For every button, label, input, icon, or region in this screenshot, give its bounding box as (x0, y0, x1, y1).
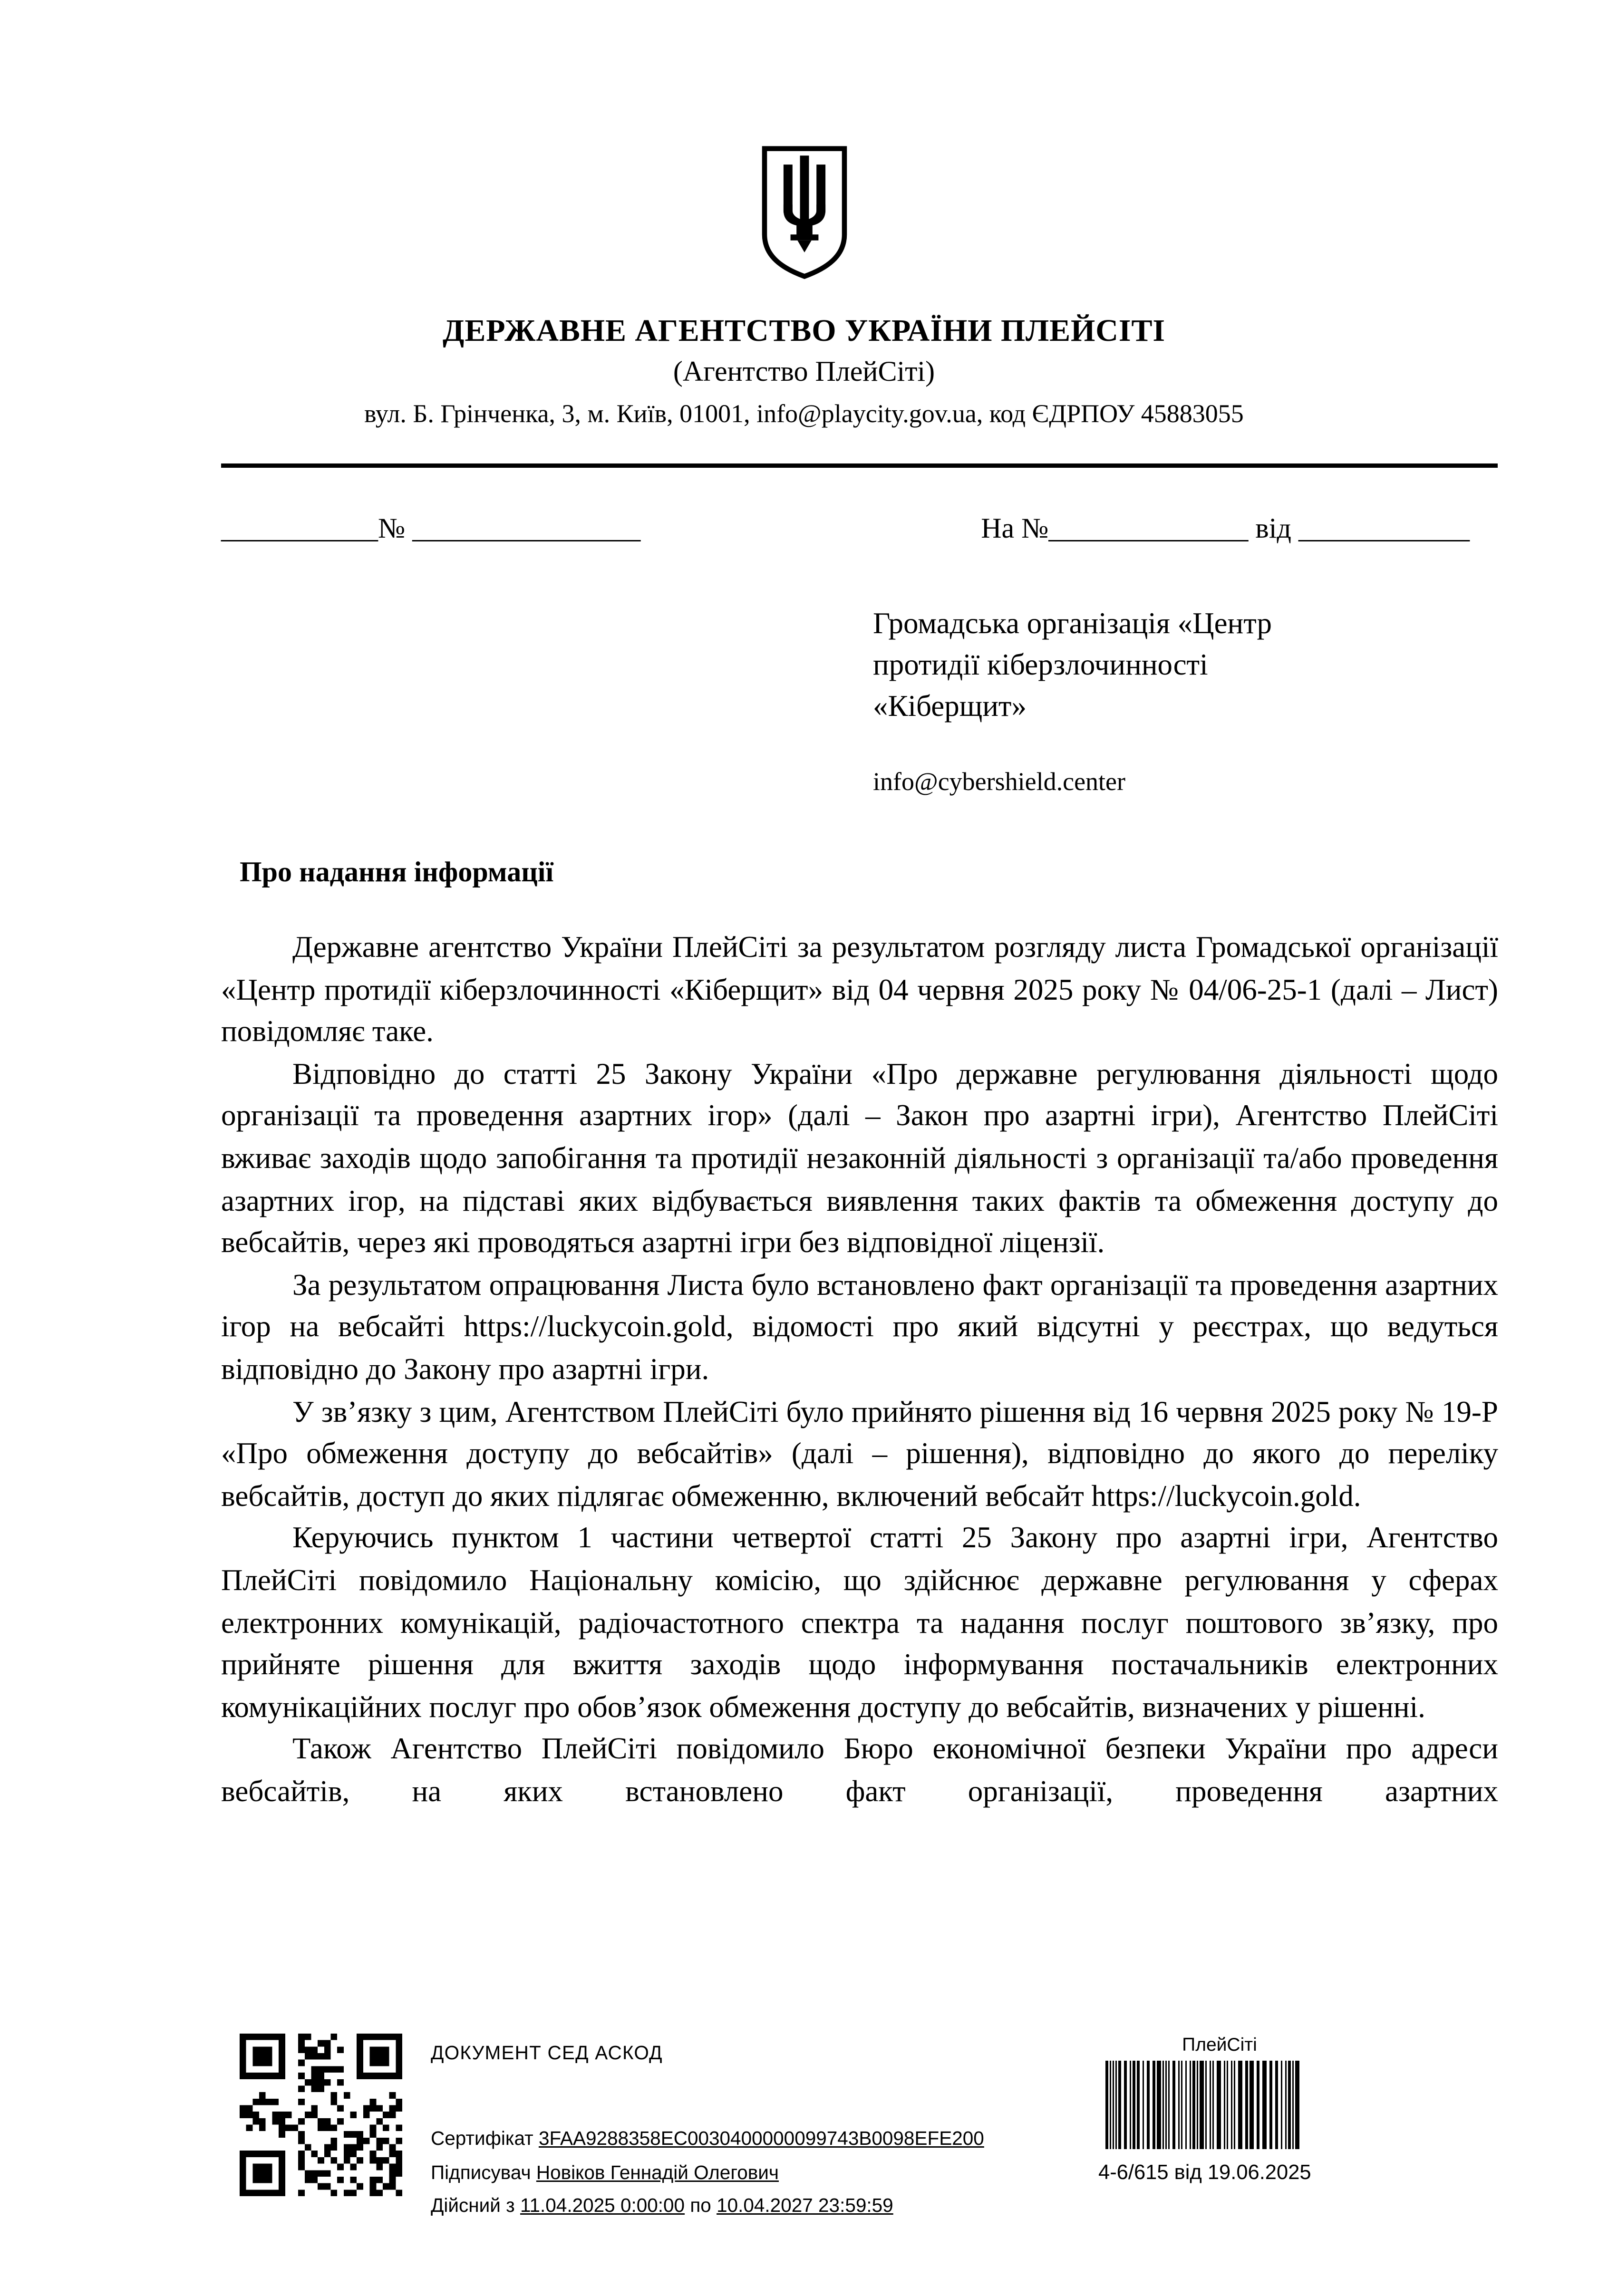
certificate-value: 3FAA9288358EC0030400000099743B0098EFE200 (538, 2128, 984, 2149)
agency-name: ДЕРЖАВНЕ АГЕНТСТВО УКРАЇНИ ПЛЕЙСІТІ (443, 312, 1165, 348)
reference-line (221, 513, 1498, 546)
recipient-email: info@cybershield.center (873, 767, 1126, 796)
sed-system-label: ДОКУМЕНТ СЕД АСКОД (431, 2042, 663, 2064)
body-paragraph: Також Агентство ПлейСіті повідомило Бюро економічної безпеки України про адреси вебсайтів, на яких встановлено факт організації, проведення азартних (221, 1731, 1498, 1808)
letterhead (0, 0, 1608, 429)
document-number: 4-6/615 від 19.06.2025 (1098, 2162, 1311, 2185)
agency-short-name: (Агентство ПлейСіті) (673, 357, 935, 388)
signer-line: Підписувач Новіков Геннадій Олегович (431, 2161, 779, 2183)
barcode-label: ПлейСіті (1182, 2034, 1257, 2055)
signer-name: Новіков Геннадій Олегович (536, 2161, 779, 2183)
body-paragraph: За результатом опрацювання Листа було встановлено факт організації та проведення азартних ігор на вебсайті https://luckycoin.gold, відомості про який відсутні у реєстрах, що ведуться відповідно до Закону про азартні ігри. (221, 1267, 1498, 1386)
body-paragraph: Державне агентство України ПлейСіті за результатом розгляду листа Громадської організації «Центр протидії кіберзлочинності «Кіберщит» від 04 червня 2025 року № 04/06-25-1 (далі – Лист) повідомляє таке. (221, 930, 1498, 1049)
valid-to-date: 10.04.2027 23:59:59 (717, 2195, 893, 2216)
barcode (1105, 2061, 1334, 2149)
certificate-line: Сертифікат 3FAA9288358EC0030400000099743B0098EFE200 (431, 2128, 984, 2149)
recipient-line: «Кіберщит» (873, 689, 1027, 723)
subject-line: Про надання інформації (240, 857, 554, 888)
signature-info (431, 2042, 984, 2223)
valid-from-date: 11.04.2025 0:00:00 (520, 2195, 685, 2216)
header-separator (221, 463, 1498, 468)
letter-content (221, 513, 1498, 1813)
body-paragraph: У зв’язку з цим, Агентством ПлейСіті було прийнято рішення від 16 червня 2025 року № 19-Р «Про обмеження доступу до вебсайтів» (далі – рішення), відповідно до якого до переліку вебсайтів, доступ до яких підлягає обмеженню, включений вебсайт https://luckycoin.gold. (221, 1394, 1498, 1513)
registration-stamp (1098, 2034, 1341, 2185)
body-paragraph: Відповідно до статті 25 Закону України «Про державне регулювання діяльності щодо організації та проведення азартних ігор» (далі – Закон про азартні ігри), Агентство ПлейСіті вживає заходів щодо запобігання та протидії незаконній діяльності з організації та/або проведення азартних ігор, на підставі яких відбувається виявлення таких фактів та обмеження доступу до вебсайтів, через які проводяться азартні ігри без відповідної ліцензії. (221, 1056, 1498, 1260)
outgoing-number-field: ___________№ ________________ (221, 513, 641, 545)
ukraine-trident-emblem-icon (754, 143, 854, 281)
reply-number-field: На №______________ від ____________ (981, 513, 1470, 545)
validity-line: Дійсний з 11.04.2025 0:00:00 по 10.04.2027 23:59:59 (431, 2195, 893, 2216)
recipient-line: Громадська організація «Центр (873, 606, 1272, 640)
qr-code (240, 2034, 402, 2196)
agency-address: вул. Б. Грінченка, 3, м. Київ, 01001, info@playcity.gov.ua, код ЄДРПОУ 45883055 (364, 399, 1244, 428)
recipient-line: протидії кіберзлочинності (873, 647, 1208, 682)
letter-body (221, 927, 1498, 1813)
recipient-block (873, 603, 1498, 727)
body-paragraph: Керуючись пунктом 1 частини четвертої статті 25 Закону про азартні ігри, Агентство ПлейСіті повідомило Національну комісію, що здійснює державне регулювання у сферах електронних комунікацій, радіочастотного спектра та надання послуг поштового зв’язку, про прийняте рішення для вжиття заходів щодо інформування постачальників електронних комунікаційних послуг про обов’язок обмеження доступу до вебсайтів, визначених у рішенні. (221, 1520, 1498, 1724)
